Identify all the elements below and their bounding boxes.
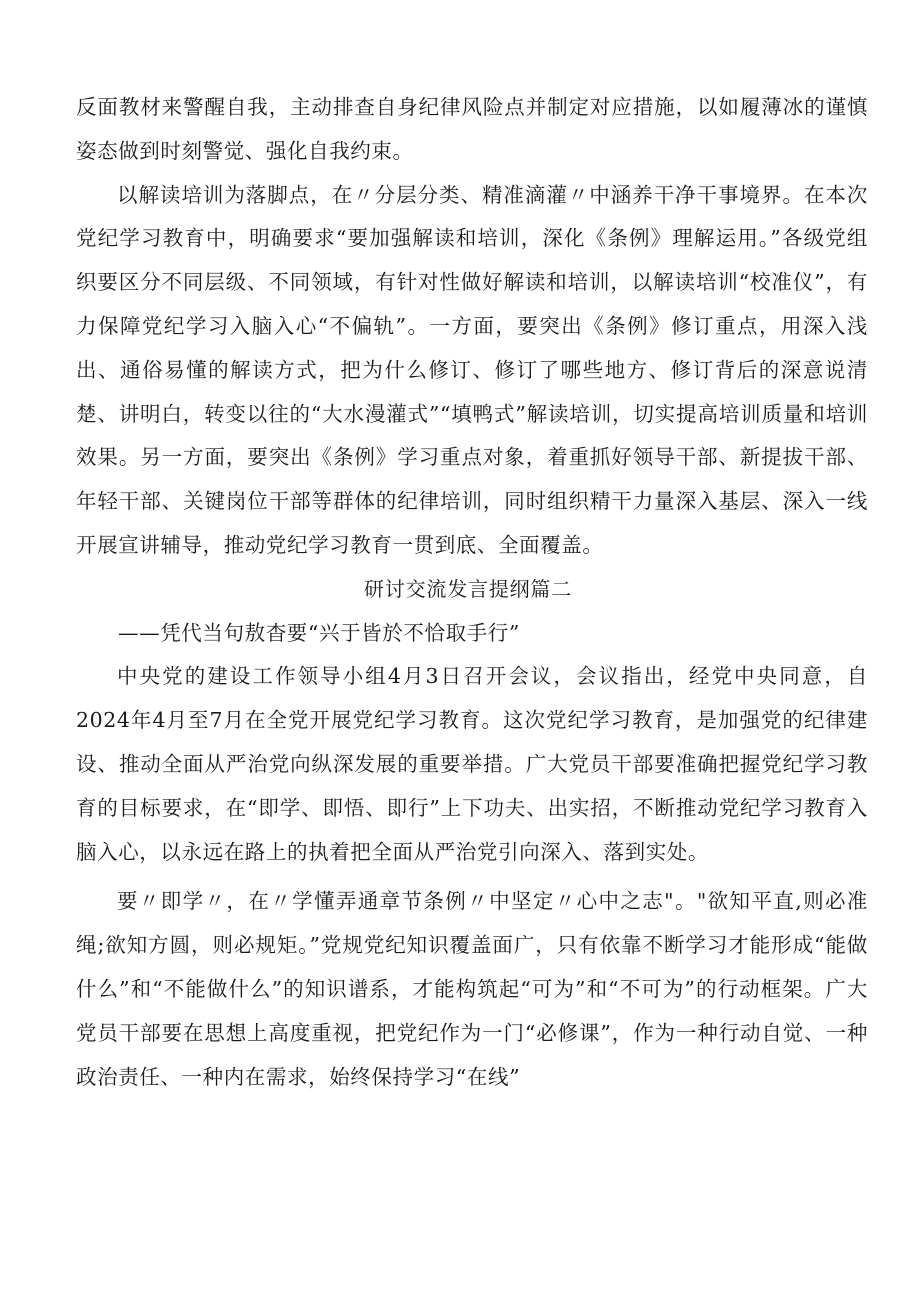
paragraph-meeting: 中央党的建设工作领导小组4月3日召开会议，会议指出，经党中央同意，自2024年4月至7月在全党开展党纪学习教育。这次党纪学习教育，是加强党的纪律建设、推动全面从严治党向纵深发展的重要举措。广大党员干部要准确把握党纪学习教育的目标要求，在“即学、即悟、即行”上下功夫、出实招，不断推动党纪学习教育入脑入心，以永远在路上的执着把全面从严治党引向深入、落到实处。 (76, 664, 868, 864)
paragraph-training: 以解读培训为落脚点，在〃分层分类、精准滴灌〃中涵养干净干事境界。在本次党纪学习教育中，明确要求“要加强解读和培训，深化《条例》理解运用。”各级党组织要区分不同层级、不同领域，有针对性做好解读和培训，以解读培训“校准仪”，有力保障党纪学习入脑入心“不偏轨”。一方面，要突出《条例》修订重点，用深入浅出、通俗易懂的解读方式，把为什么修订、修订了哪些地方、修订背后的深意说清楚、讲明白，转变以往的“大水漫灌式”“填鸭式”解读培训，切实提高培训质量和培训效果。另一方面，要突出《条例》学习重点对象，着重抓好领导干部、新提拔干部、年轻干部、关键岗位干部等群体的纪律培训，同时组织精干力量深入基层、深入一线开展宣讲辅导，推动党纪学习教育一贯到底、全面覆盖。 (76, 182, 868, 557)
paragraph-study: 要〃即学〃，在〃学懂弄通章节条例〃中坚定〃心中之志"。"欲知平直,则必准绳;欲知方圆，则必规矩。”党规党纪知识覆盖面广，只有依靠不断学习才能形成“能做什么”和“不能做什么”的知识谱系，才能构筑起“可为”和“不可为”的行动框架。广大党员干部要在思想上高度重视，把党纪作为一门“必修课”，作为一种行动自觉、一种政治责任、一种内在需求，始终保持学习“在线” (76, 889, 868, 1089)
section-heading: 研讨交流发言提纲篇二 (364, 576, 572, 601)
paragraph-continuation: 反面教材来警醒自我，主动排查自身纪律风险点并制定对应措施，以如履薄冰的谨慎姿态做到时刻警觉、强化自我约束。 (76, 95, 868, 163)
section-subheading: ——凭代当句敖杳要“兴于皆於不恰取手行” (118, 620, 520, 645)
